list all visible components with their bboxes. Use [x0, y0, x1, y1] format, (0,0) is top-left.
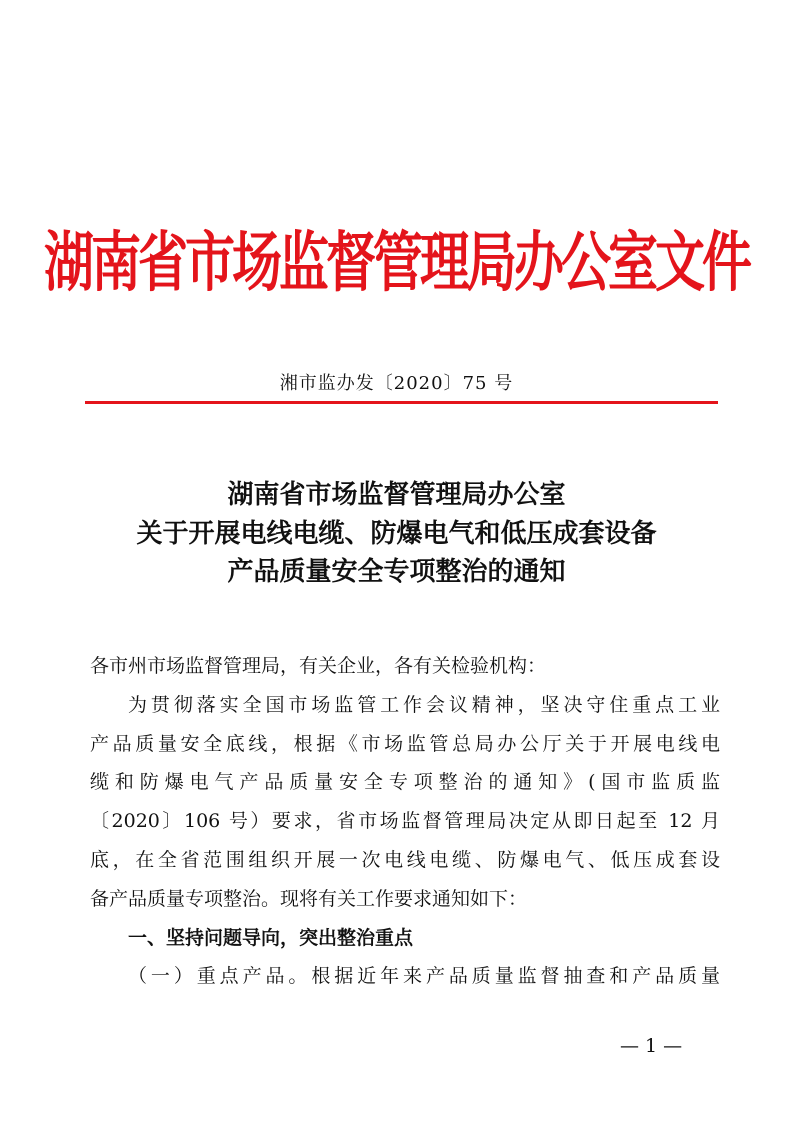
paragraph-line: 缆和防爆电气产品质量安全专项整治的通知》(国市监质监	[90, 771, 720, 794]
paragraph-line: （一）重点产品。根据近年来产品质量监督抽查和产品质量	[128, 965, 720, 988]
page-number: — 1 —	[620, 1035, 683, 1057]
masthead-title: 湖南省市场监督管理局办公室文件	[44, 224, 749, 300]
paragraph-line: 底，在全省范围组织开展一次电线电缆、防爆电气、低压成套设	[90, 848, 720, 871]
document-number: 湘市监办发〔2020〕75 号	[279, 373, 514, 394]
title-line-1: 湖南省市场监督管理局办公室	[227, 480, 566, 510]
notice-body	[90, 647, 720, 996]
paragraph-line: 产品质量安全底线，根据《市场监管总局办公厅关于开展电线电	[90, 732, 720, 755]
paragraph-line: 备产品质量专项整治。现将有关工作要求通知如下：	[90, 887, 528, 910]
salutation: 各市州市场监督管理局，有关企业，各有关检验机构：	[90, 655, 547, 677]
notice-title	[0, 476, 793, 592]
red-divider-rule	[85, 401, 718, 404]
section-heading: 一、坚持问题导向，突出整治重点	[128, 926, 414, 949]
title-line-3: 产品质量安全专项整治的通知	[227, 557, 566, 587]
paragraph-line: 为贯彻落实全国市场监管工作会议精神，坚决守住重点工业	[128, 693, 720, 716]
paragraph-line: 〔2020〕106 号）要求，省市场监督管理局决定从即日起至 12 月	[90, 810, 720, 833]
title-line-2: 关于开展电线电缆、防爆电气和低压成套设备	[136, 518, 657, 549]
